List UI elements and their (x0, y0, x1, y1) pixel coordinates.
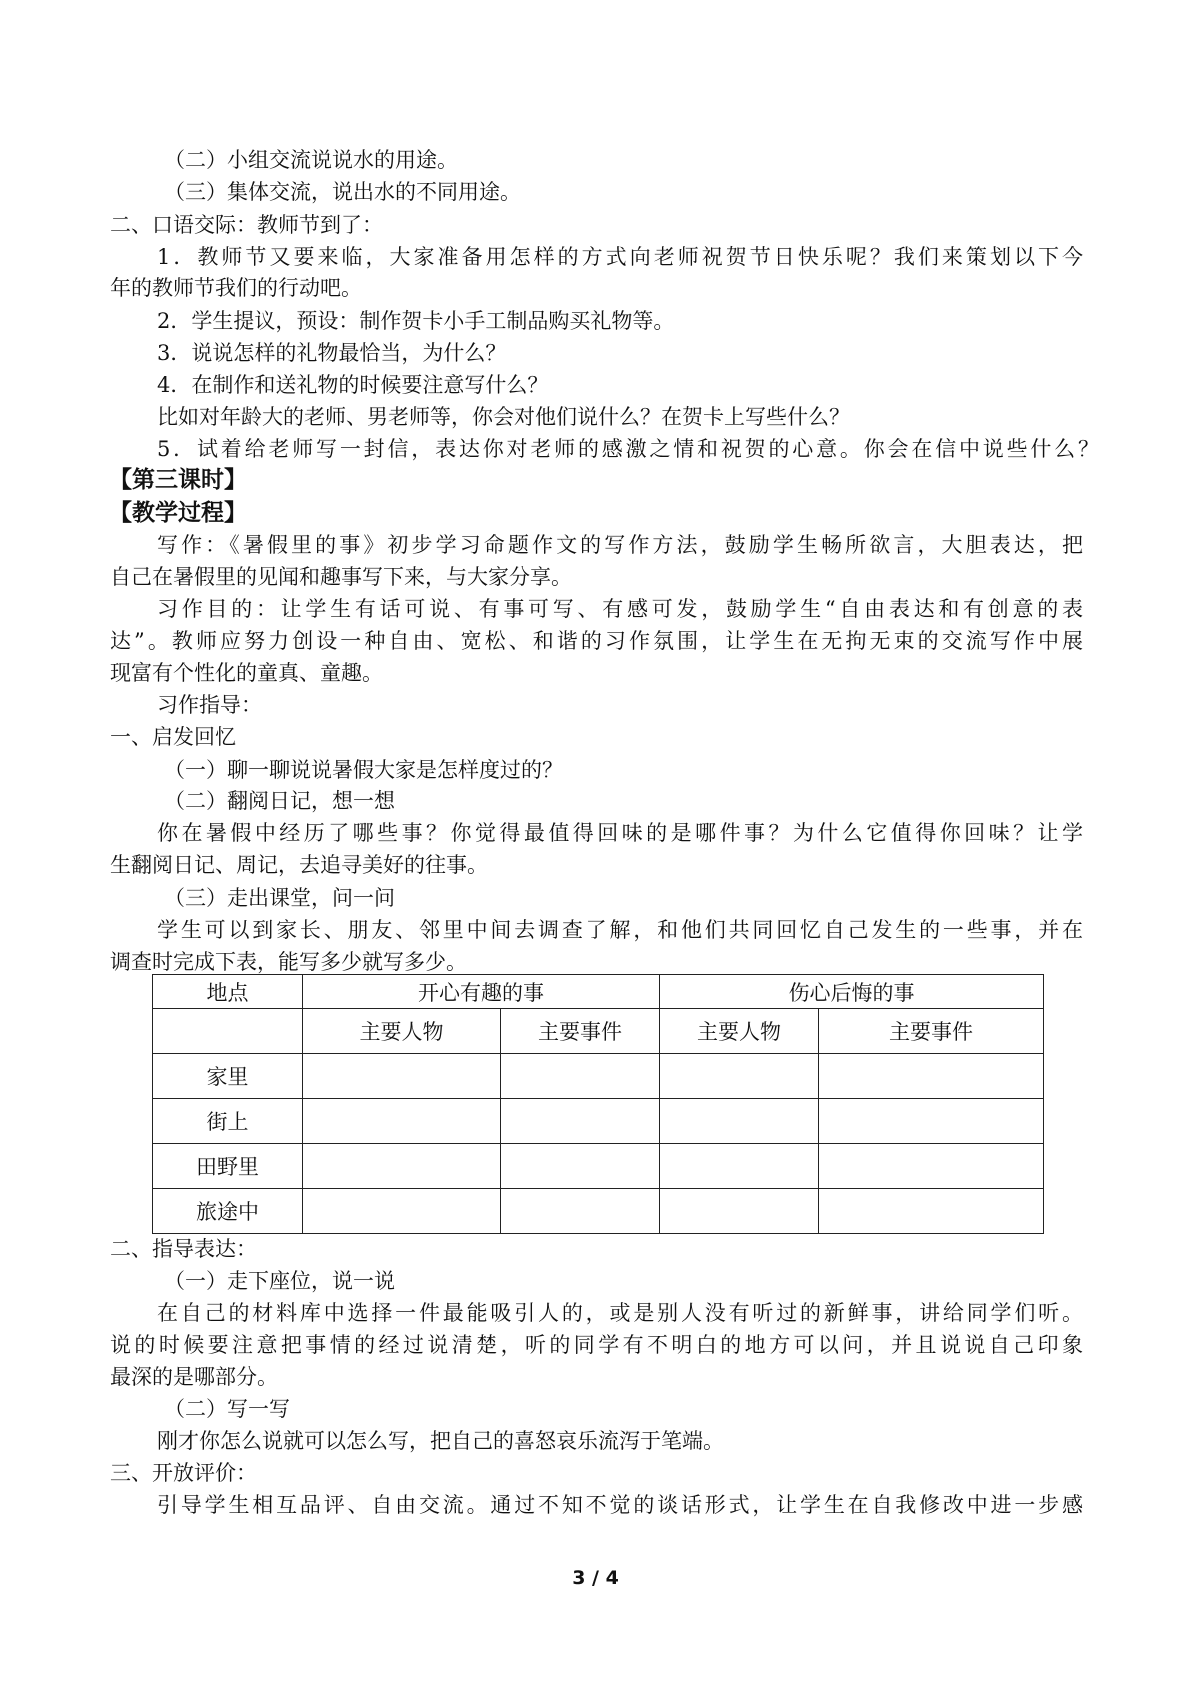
table-cell (660, 1054, 819, 1099)
table-header-cell: 伤心后悔的事 (660, 975, 1044, 1009)
text-line: （三）集体交流，说出水的不同用途。 (164, 180, 521, 204)
text-line: 年的教师节我们的行动吧。 (110, 276, 362, 300)
table-cell (660, 1099, 819, 1144)
text-line: 现富有个性化的童真、童趣。 (110, 661, 383, 685)
text-line: 生翻阅日记、周记，去追寻美好的往事。 (110, 853, 488, 877)
table-cell (501, 1144, 660, 1189)
table-cell (303, 1144, 501, 1189)
text-line: 学生可以到家长、朋友、邻里中间去调查了解，和他们共同回忆自己发生的一些事，并在 (157, 918, 1083, 942)
table-row-label: 旅途中 (153, 1189, 303, 1234)
text-line: 引导学生相互品评、自由交流。通过不知不觉的谈话形式，让学生在自我修改中进一步感 (157, 1493, 1083, 1517)
text-line: 习作目的：让学生有话可说、有事可写、有感可发，鼓励学生“自由表达和有创意的表 (157, 597, 1083, 621)
text-line: 最深的是哪部分。 (110, 1365, 278, 1389)
table-row-label: 家里 (153, 1054, 303, 1099)
table-row (153, 1189, 1044, 1234)
table-cell (819, 1054, 1044, 1099)
text-line: 3．说说怎样的礼物最恰当，为什么？ (157, 341, 507, 365)
text-line: 你在暑假中经历了哪些事？你觉得最值得回味的是哪件事？为什么它值得你回味？让学 (157, 821, 1083, 845)
table-cell (303, 1189, 501, 1234)
section-heading: 二、口语交际：教师节到了： (110, 213, 383, 237)
table-cell (660, 1189, 819, 1234)
text-line: （一）聊一聊说说暑假大家是怎样度过的？ (164, 758, 563, 782)
table-row (153, 1054, 1044, 1099)
text-line: 1．教师节又要来临，大家准备用怎样的方式向老师祝贺节日快乐呢？我们来策划以下今 (157, 245, 1083, 269)
table-cell (819, 1144, 1044, 1189)
survey-table (152, 974, 1044, 1234)
table-row-label: 田野里 (153, 1144, 303, 1189)
text-line: 调查时完成下表，能写多少就写多少。 (110, 950, 467, 974)
table-header-cell: 地点 (153, 975, 303, 1009)
text-line: （二）小组交流说说水的用途。 (164, 148, 458, 172)
text-line: 达”。教师应努力创设一种自由、宽松、和谐的习作氛围，让学生在无拘无束的交流写作中展 (110, 629, 1083, 653)
table-header-cell: 开心有趣的事 (303, 975, 660, 1009)
text-line: 4．在制作和送礼物的时候要注意写什么？ (157, 373, 549, 397)
table-cell (303, 1054, 501, 1099)
table-header-cell: 主要事件 (501, 1009, 660, 1054)
section-heading: 一、启发回忆 (110, 725, 236, 749)
text-line: （三）走出课堂，问一问 (164, 886, 395, 910)
text-line: 5．试着给老师写一封信，表达你对老师的感激之情和祝贺的心意。你会在信中说些什么？ (157, 437, 1099, 461)
table-cell (501, 1099, 660, 1144)
table-header-row (153, 975, 1044, 1009)
table-header-cell: 主要事件 (819, 1009, 1044, 1054)
table-cell (501, 1189, 660, 1234)
text-line: 2．学生提议，预设：制作贺卡小手工制品购买礼物等。 (157, 309, 675, 333)
process-heading: 【教学过程】 (109, 500, 247, 526)
table-cell (819, 1189, 1044, 1234)
text-line: 刚才你怎么说就可以怎么写，把自己的喜怒哀乐流泻于笔端。 (157, 1429, 724, 1453)
section-heading: 二、指导表达： (110, 1237, 257, 1261)
table-header-cell: 主要人物 (660, 1009, 819, 1054)
table-subheader-row (153, 1009, 1044, 1054)
text-line: （二）翻阅日记，想一想 (164, 789, 395, 813)
table-cell (819, 1099, 1044, 1144)
text-line: 习作指导： (157, 693, 262, 717)
text-line: 自己在暑假里的见闻和趣事写下来，与大家分享。 (110, 565, 572, 589)
table-cell (153, 1009, 303, 1054)
section-heading: 三、开放评价： (110, 1461, 257, 1485)
text-line: （一）走下座位，说一说 (164, 1269, 395, 1293)
text-line: 在自己的材料库中选择一件最能吸引人的，或是别人没有听过的新鲜事，讲给同学们听。 (157, 1301, 1083, 1325)
table-cell (660, 1144, 819, 1189)
page-number: 3 / 4 (572, 1567, 619, 1589)
table-row (153, 1144, 1044, 1189)
table-cell (303, 1099, 501, 1144)
text-line: 说的时候要注意把事情的经过说清楚，听的同学有不明白的地方可以问，并且说说自己印象 (110, 1333, 1083, 1357)
text-line: 比如对年龄大的老师、男老师等，你会对他们说什么？在贺卡上写些什么？ (157, 405, 850, 429)
table-header-cell: 主要人物 (303, 1009, 501, 1054)
table-row (153, 1099, 1044, 1144)
text-line: （二）写一写 (164, 1397, 290, 1421)
table-cell (501, 1054, 660, 1099)
text-line: 写作：《暑假里的事》初步学习命题作文的写作方法，鼓励学生畅所欲言，大胆表达，把 (157, 533, 1083, 557)
lesson-heading: 【第三课时】 (109, 467, 247, 493)
table-row-label: 街上 (153, 1099, 303, 1144)
